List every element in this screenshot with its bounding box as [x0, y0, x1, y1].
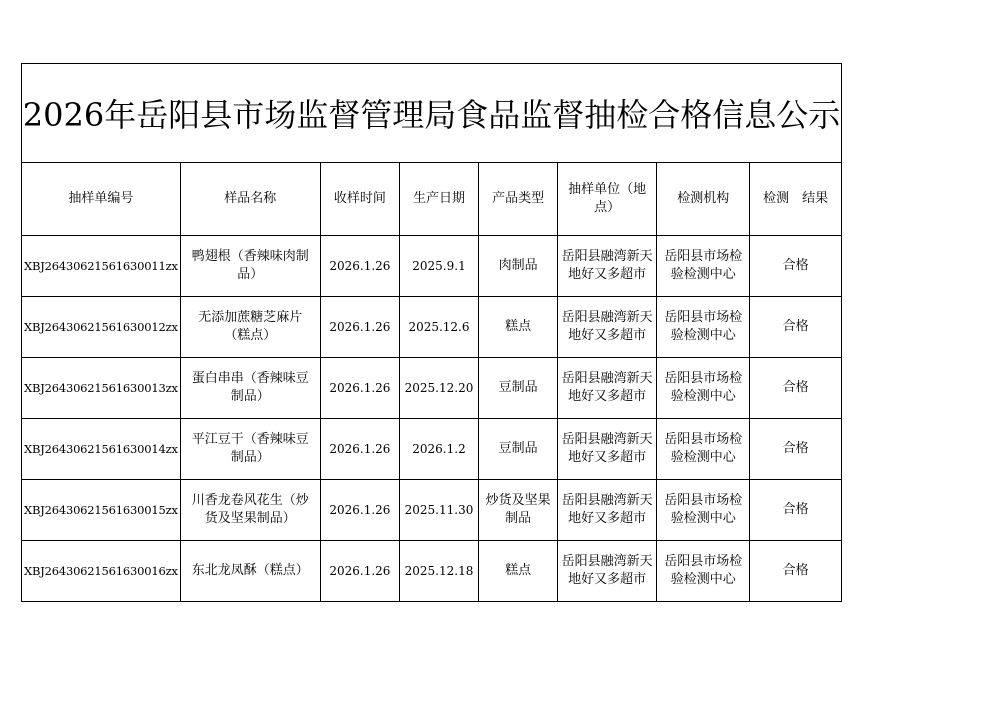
testing-lab-cell: 岳阳县市场检验检测中心	[657, 419, 750, 480]
table-row	[22, 297, 841, 358]
received-date-cell: 2026.1.26	[320, 541, 399, 602]
product-type-cell: 豆制品	[479, 358, 558, 419]
testing-lab-cell: 岳阳县市场检验检测中心	[657, 358, 750, 419]
table-row	[22, 236, 841, 297]
sample-no-cell: XBJ26430621561630011zx	[22, 236, 180, 297]
column-header-sample-no: 抽样单编号	[22, 163, 180, 236]
column-header-product-type: 产品类型	[479, 163, 558, 236]
production-date-cell: 2025.12.18	[399, 541, 478, 602]
product-type-cell: 糕点	[479, 541, 558, 602]
received-date-cell: 2026.1.26	[320, 358, 399, 419]
production-date-cell: 2025.11.30	[399, 480, 478, 541]
table-row	[22, 419, 841, 480]
received-date-cell: 2026.1.26	[320, 236, 399, 297]
title-row	[22, 64, 841, 163]
sample-no-cell: XBJ26430621561630013zx	[22, 358, 180, 419]
inspection-table	[22, 163, 841, 601]
testing-lab-cell: 岳阳县市场检验检测中心	[657, 236, 750, 297]
result-cell: 合格	[750, 236, 841, 297]
sample-no-cell: XBJ26430621561630015zx	[22, 480, 180, 541]
production-date-cell: 2025.9.1	[399, 236, 478, 297]
header-row	[22, 163, 841, 236]
column-header-testing-lab: 检测机构	[657, 163, 750, 236]
result-cell: 合格	[750, 480, 841, 541]
sampling-unit-cell: 岳阳县融湾新天地好又多超市	[558, 541, 657, 602]
column-header-result: 检测 结果	[750, 163, 841, 236]
result-cell: 合格	[750, 419, 841, 480]
received-date-cell: 2026.1.26	[320, 480, 399, 541]
sample-name-cell: 平江豆干（香辣味豆制品）	[180, 419, 320, 480]
sample-name-cell: 鸭翅根（香辣味肉制品）	[180, 236, 320, 297]
testing-lab-cell: 岳阳县市场检验检测中心	[657, 480, 750, 541]
column-header-production-date: 生产日期	[399, 163, 478, 236]
sample-name-cell: 东北龙凤酥（糕点）	[180, 541, 320, 602]
received-date-cell: 2026.1.26	[320, 419, 399, 480]
production-date-cell: 2025.12.20	[399, 358, 478, 419]
sample-no-cell: XBJ26430621561630016zx	[22, 541, 180, 602]
result-cell: 合格	[750, 297, 841, 358]
sample-name-cell: 川香龙卷风花生（炒货及坚果制品）	[180, 480, 320, 541]
column-header-sample-name: 样品名称	[180, 163, 320, 236]
product-type-cell: 豆制品	[479, 419, 558, 480]
sample-name-cell: 蛋白串串（香辣味豆制品）	[180, 358, 320, 419]
product-type-cell: 炒货及坚果制品	[479, 480, 558, 541]
result-cell: 合格	[750, 358, 841, 419]
column-header-received-date: 收样时间	[320, 163, 399, 236]
column-header-sampling-unit: 抽样单位（地点）	[558, 163, 657, 236]
received-date-cell: 2026.1.26	[320, 297, 399, 358]
testing-lab-cell: 岳阳县市场检验检测中心	[657, 541, 750, 602]
testing-lab-cell: 岳阳县市场检验检测中心	[657, 297, 750, 358]
sampling-unit-cell: 岳阳县融湾新天地好又多超市	[558, 480, 657, 541]
product-type-cell: 糕点	[479, 297, 558, 358]
page-title: 2026年岳阳县市场监督管理局食品监督抽检合格信息公示	[22, 96, 841, 134]
product-type-cell: 肉制品	[479, 236, 558, 297]
result-cell: 合格	[750, 541, 841, 602]
sample-no-cell: XBJ26430621561630014zx	[22, 419, 180, 480]
sampling-unit-cell: 岳阳县融湾新天地好又多超市	[558, 236, 657, 297]
production-date-cell: 2026.1.2	[399, 419, 478, 480]
inspection-notice-sheet	[21, 63, 842, 602]
sampling-unit-cell: 岳阳县融湾新天地好又多超市	[558, 297, 657, 358]
table-row	[22, 480, 841, 541]
sampling-unit-cell: 岳阳县融湾新天地好又多超市	[558, 358, 657, 419]
table-row	[22, 358, 841, 419]
sampling-unit-cell: 岳阳县融湾新天地好又多超市	[558, 419, 657, 480]
sample-name-cell: 无添加蔗糖芝麻片（糕点）	[180, 297, 320, 358]
sample-no-cell: XBJ26430621561630012zx	[22, 297, 180, 358]
table-row	[22, 541, 841, 602]
production-date-cell: 2025.12.6	[399, 297, 478, 358]
